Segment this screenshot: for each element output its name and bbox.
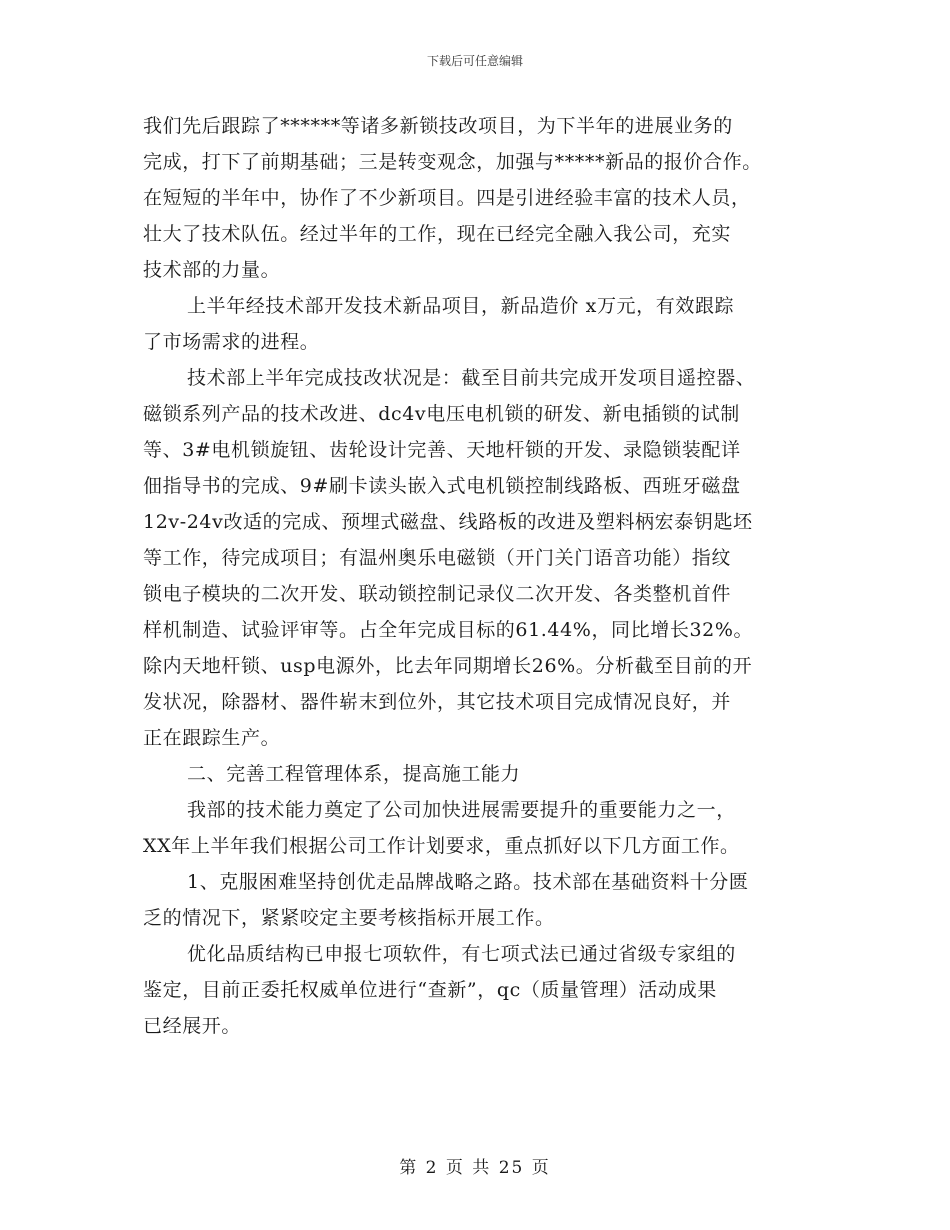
body-line: 除内天地杆锁、usp电源外，比去年同期增长26%。分析截至目前的开 [143, 655, 753, 677]
page-number: 第 2 页 共 25 页 [399, 1158, 551, 1178]
body-line: 在短短的半年中，协作了不少新项目。四是引进经验丰富的技术人员， [143, 187, 751, 209]
body-line: 等工作，待完成项目；有温州奥乐电磁锁（开门关门语音功能）指纹 [143, 547, 732, 569]
body-line: 技术部的力量。 [143, 259, 281, 281]
body-line: 正在跟踪生产。 [143, 727, 281, 749]
body-line: 乏的情况下，紧紧咬定主要考核指标开展工作。 [143, 907, 555, 929]
body-line: XX年上半年我们根据公司工作计划要求，重点抓好以下几方面工作。 [143, 835, 740, 857]
body-line: 了市场需求的进程。 [143, 331, 320, 353]
section-heading: 二、完善工程管理体系，提高施工能力 [187, 763, 521, 785]
paragraph-start-line: 我部的技术能力奠定了公司加快进展需要提升的重要能力之一， [187, 799, 736, 821]
header-note: 下载后可任意编辑 [426, 54, 523, 68]
paragraph-start-line: 1、克服困难坚持创优走品牌战略之路。技术部在基础资料十分匮 [187, 871, 749, 893]
paragraph-start-line: 上半年经技术部开发技术新品项目，新品造价 x万元，有效跟踪 [187, 295, 735, 317]
body-line: 12v-24v改适的完成、预埋式磁盘、线路板的改进及塑料柄宏泰钥匙坯 [143, 511, 753, 533]
body-line: 发状况，除器材、器件崭末到位外，其它技术项目完成情况良好，并 [143, 691, 732, 713]
body-line: 完成，打下了前期基础；三是转变观念，加强与*****新品的报价合作。 [143, 151, 762, 173]
paragraph-start-line: 技术部上半年完成技改状况是：截至目前共完成开发项目遥控器、 [187, 367, 756, 389]
body-line: 磁锁系列产品的技术改进、dc4v电压电机锁的研发、新电插锁的试制 [143, 403, 740, 425]
paragraph-start-line: 优化品质结构已申报七项软件，有七项式法已通过省级专家组的 [187, 943, 736, 965]
body-line: 已经展开。 [143, 1015, 242, 1037]
body-line: 佃指导书的完成、9#刷卡读头嵌入式电机锁控制线路板、西班牙磁盘 [143, 475, 741, 497]
body-line: 壮大了技术队伍。经过半年的工作，现在已经完全融入我公司，充实 [143, 223, 732, 245]
document-body [143, 108, 815, 1044]
body-line: 等、3#电机锁旋钮、齿轮设计完善、天地杆锁的开发、录隐锁装配详 [143, 439, 741, 461]
body-line: 锁电子模块的二次开发、联动锁控制记录仪二次开发、各类整机首件 [143, 583, 732, 605]
body-line: 鉴定，目前正委托权威单位进行“查新”，qc（质量管理）活动成果 [143, 979, 717, 1001]
body-line: 我们先后跟踪了******等诸多新锁技改项目，为下半年的进展业务的 [143, 115, 733, 137]
body-line: 样机制造、试验评审等。占全年完成目标的61.44%，同比增长32%。 [143, 619, 754, 641]
